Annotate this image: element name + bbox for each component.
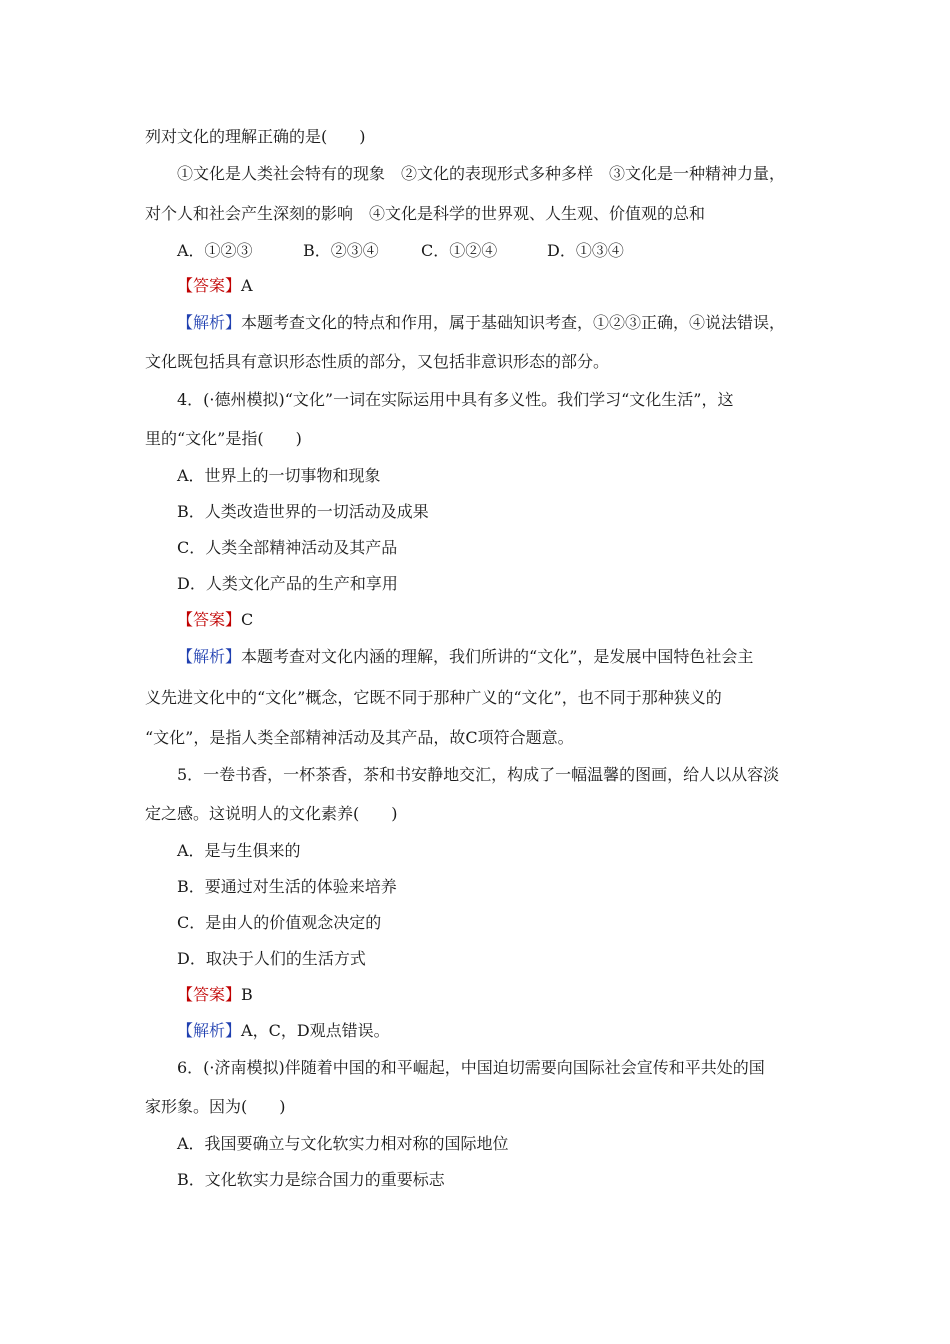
q5-option-d: D．取决于人们的生活方式: [177, 949, 366, 968]
q4-option-a: A．世界上的一切事物和现象: [177, 466, 381, 485]
q3-option-a: A．①②③: [177, 241, 253, 260]
q3-option-b: B．②③④: [303, 241, 379, 260]
analysis-tag: 【解析】: [177, 1021, 242, 1040]
answer-value: A: [241, 276, 253, 295]
q3-analysis-line1: [177, 313, 785, 333]
analysis-tag: 【解析】: [177, 647, 242, 666]
q4-analysis-line1: [177, 647, 753, 667]
q3-option-c: C．①②④: [421, 241, 498, 260]
q5-option-c: C．是由人的价值观念决定的: [177, 913, 382, 932]
q5-analysis-line1: [177, 1021, 390, 1041]
q4-stem-line2: 里的“文化”是指( ): [145, 429, 302, 448]
q3-statements-line1: ①文化是人类社会特有的现象 ②文化的表现形式多种多样 ③文化是一种精神力量，: [177, 164, 786, 183]
q3-stem-tail: 列对文化的理解正确的是( ): [145, 127, 366, 146]
q5-answer: [177, 985, 253, 1005]
analysis-tag: 【解析】: [177, 313, 242, 332]
q5-stem-line2: 定之感。这说明人的文化素养( ): [145, 804, 398, 823]
q3-options: [177, 241, 624, 261]
answer-value: C: [241, 610, 254, 629]
analysis-text: 本题考查对文化内涵的理解，我们所讲的“文化”，是发展中国特色社会主: [241, 647, 754, 666]
q6-option-b: B．文化软实力是综合国力的重要标志: [177, 1170, 445, 1189]
q5-option-b: B．要通过对生活的体验来培养: [177, 877, 397, 896]
q4-option-d: D．人类文化产品的生产和享用: [177, 574, 398, 593]
answer-value: B: [241, 985, 253, 1004]
analysis-text: 本题考查文化的特点和作用，属于基础知识考查，①②③正确，④说法错误，: [241, 313, 786, 332]
q4-analysis-line3: “文化”，是指人类全部精神活动及其产品，故C项符合题意。: [145, 728, 574, 747]
q4-option-c: C．人类全部精神活动及其产品: [177, 538, 398, 557]
q3-analysis-line2: 文化既包括具有意识形态性质的部分，又包括非意识形态的部分。: [145, 352, 610, 371]
analysis-text: A，C，D观点错误。: [241, 1021, 390, 1040]
answer-tag: 【答案】: [177, 985, 242, 1004]
q4-stem-line1: 4．(·德州模拟)“文化”一词在实际运用中具有多义性。我们学习“文化生活”，这: [177, 390, 734, 409]
q3-statements-line2: 对个人和社会产生深刻的影响 ④文化是科学的世界观、人生观、价值观的总和: [145, 204, 706, 223]
q4-option-b: B．人类改造世界的一切活动及成果: [177, 502, 429, 521]
q4-analysis-line2: 义先进文化中的“文化”概念，它既不同于那种广义的“文化”，也不同于那种狭义的: [145, 688, 722, 707]
q4-answer: [177, 610, 253, 630]
q3-answer: [177, 276, 253, 296]
q5-stem-line1: 5．一卷书香，一杯茶香，茶和书安静地交汇，构成了一幅温馨的图画，给人以从容淡: [177, 765, 780, 784]
q6-stem-line1: 6．(·济南模拟)伴随着中国的和平崛起，中国迫切需要向国际社会宣传和平共处的国: [177, 1058, 765, 1077]
answer-tag: 【答案】: [177, 276, 242, 295]
q5-option-a: A．是与生俱来的: [177, 841, 301, 860]
q6-stem-line2: 家形象。因为( ): [145, 1097, 286, 1116]
q3-option-d: D．①③④: [547, 241, 624, 260]
answer-tag: 【答案】: [177, 610, 242, 629]
q6-option-a: A．我国要确立与文化软实力相对称的国际地位: [177, 1134, 509, 1153]
